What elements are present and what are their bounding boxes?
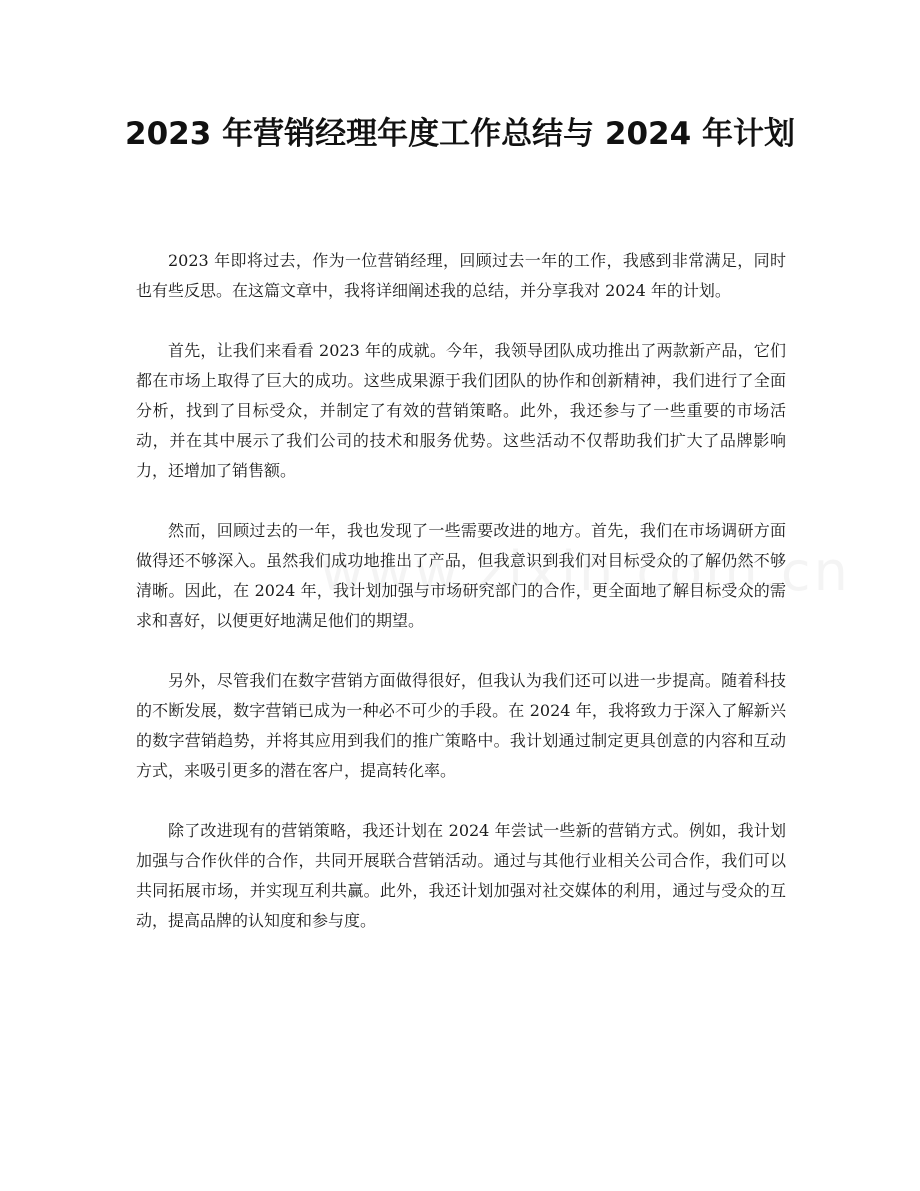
paragraph-digital-marketing: 另外，尽管我们在数字营销方面做得很好，但我认为我们还可以进一步提高。随着科技的不断发展，数字营销已成为一种必不可少的手段。在 2024 年，我将致力于深入了解新兴的数字营销趋势，并将其应用到我们的推广策略中。我计划通过制定更具创意的内容和互动方式，来吸引更多的潜在客户，提高转化率。	[136, 671, 786, 780]
paragraph-new-strategies: 除了改进现有的营销策略，我还计划在 2024 年尝试一些新的营销方式。例如，我计划加强与合作伙伴的合作，共同开展联合营销活动。通过与其他行业相关公司合作，我们可以共同拓展市场，并实现互利共赢。此外，我还计划加强对社交媒体的利用，通过与受众的互动，提高品牌的认知度和参与度。	[136, 821, 786, 930]
paragraph-improvements: 然而，回顾过去的一年，我也发现了一些需要改进的地方。首先，我们在市场调研方面做得还不够深入。虽然我们成功地推出了产品，但我意识到我们对目标受众的了解仍然不够清晰。因此，在 2024 年，我计划加强与市场研究部门的合作，更全面地了解目标受众的需求和喜好，以便更好地满足他们的期望。	[136, 521, 786, 630]
paragraph-intro: 2023 年即将过去，作为一位营销经理，回顾过去一年的工作，我感到非常满足，同时也有些反思。在这篇文章中，我将详细阐述我的总结，并分享我对 2024 年的计划。	[136, 251, 786, 300]
document-body	[136, 246, 786, 966]
document-title: 2023 年营销经理年度工作总结与 2024 年计划	[125, 116, 795, 152]
paragraph-achievements: 首先，让我们来看看 2023 年的成就。今年，我领导团队成功推出了两款新产品，它们都在市场上取得了巨大的成功。这些成果源于我们团队的协作和创新精神，我们进行了全面分析，找到了目标受众，并制定了有效的营销策略。此外，我还参与了一些重要的市场活动，并在其中展示了我们公司的技术和服务优势。这些活动不仅帮助我们扩大了品牌影响力，还增加了销售额。	[136, 341, 786, 480]
